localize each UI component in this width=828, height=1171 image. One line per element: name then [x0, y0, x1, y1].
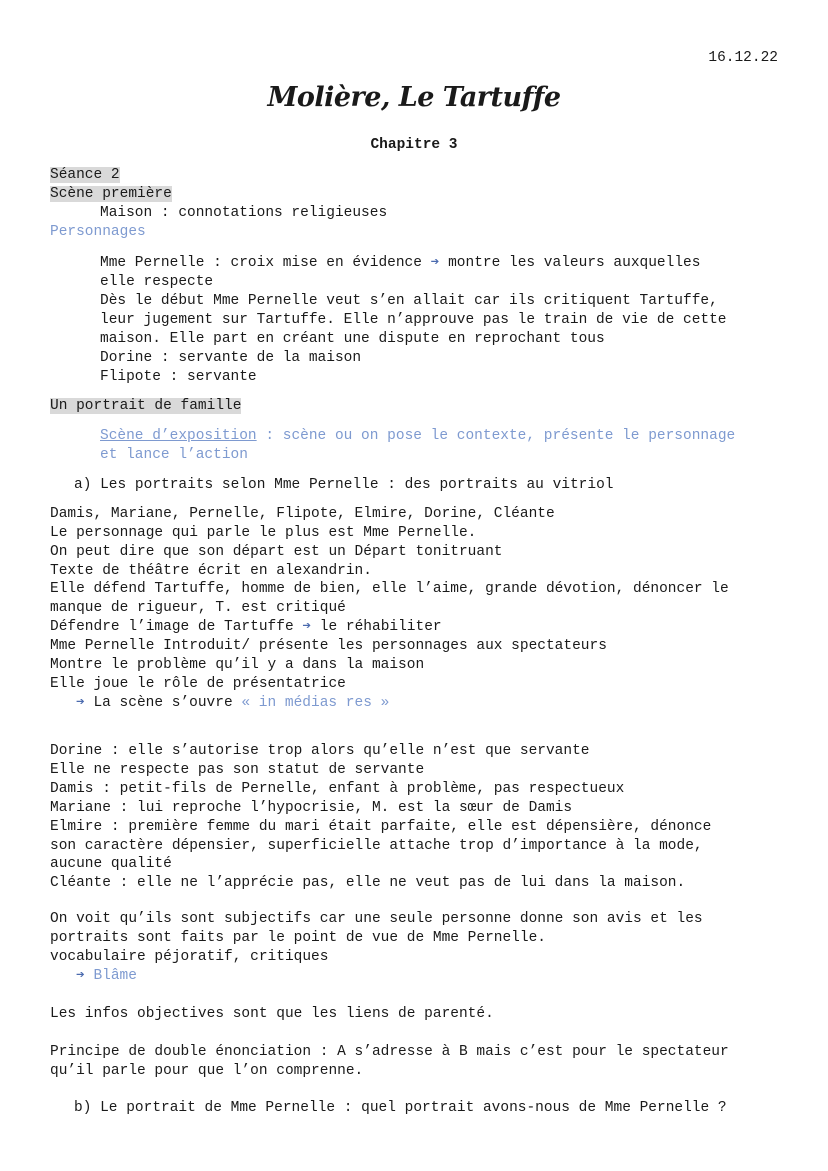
- arrow-icon: ➔: [76, 695, 85, 711]
- block2-line-8: Cléante : elle ne l’apprécie pas, elle ne veut pas de lui dans la maison.: [50, 875, 686, 891]
- block1-line-2: Le personnage qui parle le plus est Mme Pernelle.: [50, 525, 477, 541]
- personnage-line-6: Flipote : servante: [100, 369, 257, 385]
- block2-line-3: Damis : petit-fils de Pernelle, enfant à problème, pas respectueux: [50, 781, 625, 797]
- document-date: 16.12.22: [708, 50, 778, 66]
- block1-line-1: Damis, Mariane, Pernelle, Flipote, Elmire, Dorine, Cléante: [50, 506, 555, 522]
- infos-line: Les infos objectives sont que les liens de parenté.: [50, 1006, 494, 1022]
- arrow-icon: ➔: [302, 619, 312, 635]
- chapter-heading: Chapitre 3: [370, 137, 458, 153]
- exposition-term: Scène d’exposition: [100, 428, 257, 444]
- principe-line-1: Principe de double énonciation : A s’adresse à B mais c’est pour le spectateur: [50, 1044, 729, 1060]
- block2-line-4: Mariane : lui reproche l’hypocrisie, M. est la sœur de Damis: [50, 800, 573, 816]
- maison-line: Maison : connotations religieuses: [100, 205, 388, 221]
- block2-line-1: Dorine : elle s’autorise trop alors qu’elle n’est que servante: [50, 743, 590, 759]
- block1-line-11: ➔ La scène s’ouvre « in médias res »: [76, 695, 390, 711]
- block1-line-8: Mme Pernelle Introduit/ présente les personnages aux spectateurs: [50, 638, 607, 654]
- block1-line-9: Montre le problème qu’il y a dans la maison: [50, 657, 425, 673]
- block2-line-6: son caractère dépensier, superficielle attache trop d’importance à la mode,: [50, 838, 703, 854]
- block2-line-7: aucune qualité: [50, 856, 172, 872]
- document-title: Molière, Le Tartuffe: [267, 82, 561, 113]
- block2-line-2: Elle ne respecte pas son statut de servante: [50, 762, 425, 778]
- personnage-line-1: Mme Pernelle : croix mise en évidence ➔ montre les valeurs auxquelles: [100, 255, 701, 271]
- block1-line-7: Défendre l’image de Tartuffe ➔ le réhabiliter: [50, 619, 442, 635]
- scene-label: Scène première: [50, 186, 172, 202]
- block2-line-5: Elmire : première femme du mari était parfaite, elle est dépensière, dénonce: [50, 819, 712, 835]
- part-a-heading: a) Les portraits selon Mme Pernelle : des portraits au vitriol: [74, 477, 614, 493]
- personnage-line-5: Dorine : servante de la maison: [100, 350, 362, 366]
- block3-line-2: portraits sont faits par le point de vue de Mme Pernelle.: [50, 930, 546, 946]
- exposition-definition-cont: et lance l’action: [100, 447, 248, 463]
- block3-line-4: ➔ Blâme: [76, 968, 137, 984]
- personnage-line-1-cont: elle respecte: [100, 274, 214, 290]
- arrow-icon: ➔: [76, 968, 85, 984]
- personnage-line-4: maison. Elle part en créant une dispute en reprochant tous: [100, 331, 605, 347]
- personnage-line-2: Dès le début Mme Pernelle veut s’en allait car ils critiquent Tartuffe,: [100, 293, 718, 309]
- block1-line-4: Texte de théâtre écrit en alexandrin.: [50, 563, 372, 579]
- arrow-icon: ➔: [430, 255, 440, 271]
- block1-line-5: Elle défend Tartuffe, homme de bien, elle l’aime, grande dévotion, dénoncer le: [50, 581, 729, 597]
- block3-line-3: vocabulaire péjoratif, critiques: [50, 949, 329, 965]
- block3-line-1: On voit qu’ils sont subjectifs car une seule personne donne son avis et les: [50, 911, 703, 927]
- block1-line-10: Elle joue le rôle de présentatrice: [50, 676, 346, 692]
- seance-label: Séance 2: [50, 167, 120, 183]
- personnages-heading: Personnages: [50, 224, 146, 240]
- principe-line-2: qu’il parle pour que l’on comprenne.: [50, 1063, 364, 1079]
- personnage-line-3: leur jugement sur Tartuffe. Elle n’approuve pas le train de vie de cette: [100, 312, 727, 328]
- block1-line-3: On peut dire que son départ est un Départ tonitruant: [50, 544, 503, 560]
- part-b-heading: b) Le portrait de Mme Pernelle : quel portrait avons-nous de Mme Pernelle ?: [74, 1100, 727, 1116]
- block1-line-6: manque de rigueur, T. est critiqué: [50, 600, 346, 616]
- portrait-heading: Un portrait de famille: [50, 398, 242, 414]
- exposition-definition: Scène d’exposition : scène ou on pose le contexte, présente le personnage: [100, 428, 736, 444]
